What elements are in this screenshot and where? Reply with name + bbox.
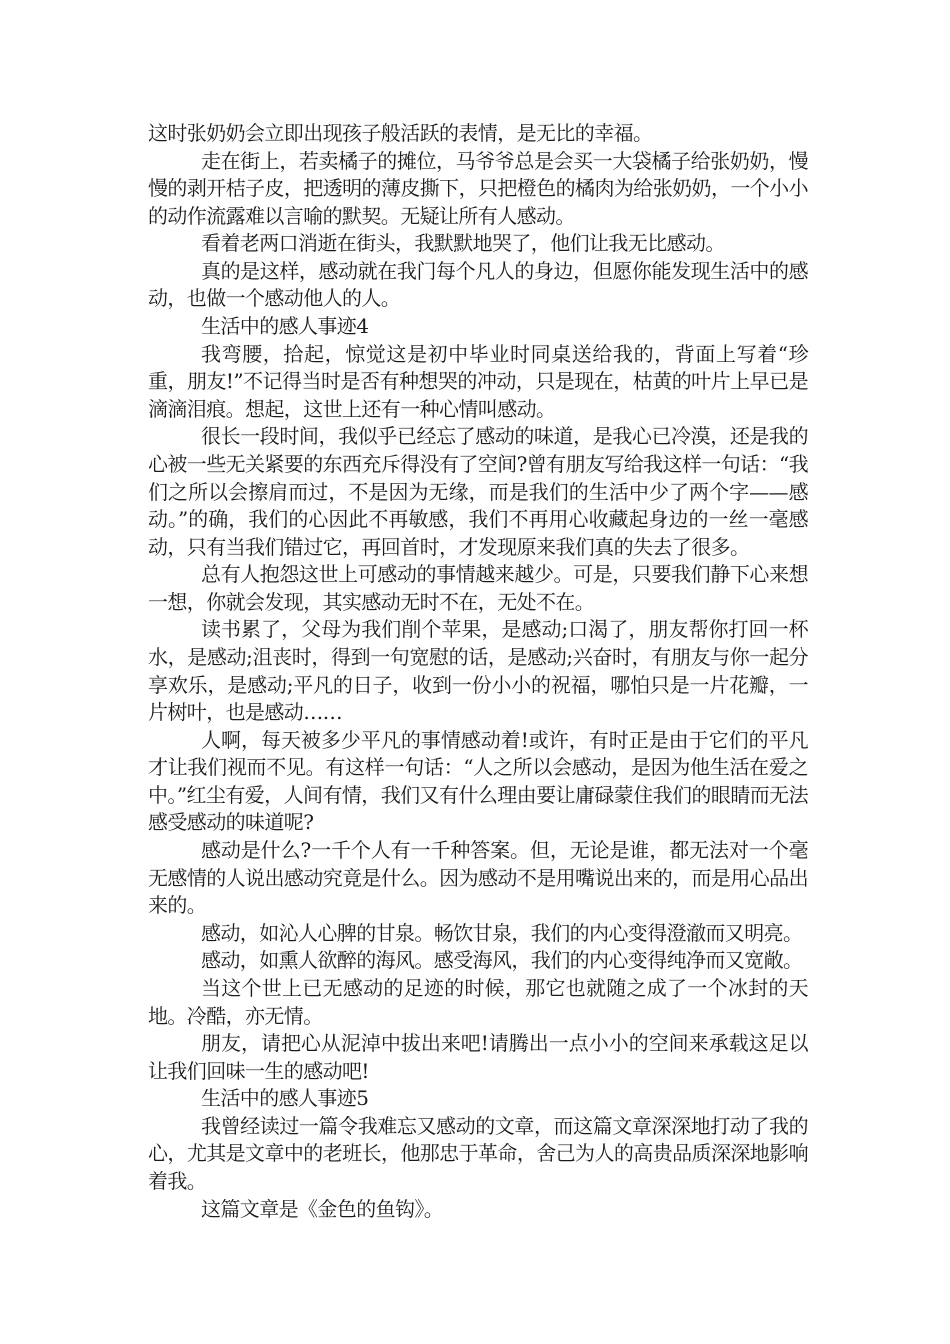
paragraph: 看着老两口消逝在街头，我默默地哭了，他们让我无比感动。 bbox=[201, 231, 725, 256]
paragraph: 这时张奶奶会立即出现孩子般活跃的表情，是无比的幸福。 bbox=[148, 121, 653, 145]
paragraph: 走在街上，若卖橘子的摊位，马爷爷总是会买一大袋橘子给张奶奶，慢慢的剥开桔子皮，把透明的薄皮撕下，只把橙色的橘肉为给张奶奶，一个小小的动作流露难以言喻的默契。无疑让所有人感动。 bbox=[148, 148, 808, 228]
paragraph: 感动，如熏人欲醉的海风。感受海风，我们的内心变得纯净而又宽敞。 bbox=[201, 948, 803, 973]
paragraph: 很长一段时间，我似乎已经忘了感动的味道，是我心已冷漠，还是我的心被一些无关紧要的东西充斥得没有了空间?曾有朋友写给我这样一句话：“我们之所以会擦肩而过，不是因为无缘，而是我们的生活中少了两个字——感动。”的确，我们的心因此不再敏感，我们不再用心收藏起身边的一丝一毫感动，只有当我们错过它，再回首时，才发现原来我们真的失去了很多。 bbox=[148, 424, 808, 559]
paragraph: 总有人抱怨这世上可感动的事情越来越少。可是，只要我们静下心来想一想，你就会发现，其实感动无时不在，无处不在。 bbox=[148, 562, 808, 614]
section-heading: 生活中的感人事迹5 bbox=[201, 1086, 369, 1111]
paragraph: 当这个世上已无感动的足迹的时候，那它也就随之成了一个冰封的天地。冷酷，亦无情。 bbox=[148, 975, 808, 1028]
paragraph: 感动，如沁人心脾的甘泉。畅饮甘泉，我们的内心变得澄澈而又明亮。 bbox=[201, 920, 803, 945]
section-heading: 生活中的感人事迹4 bbox=[201, 314, 369, 339]
paragraph: 朋友，请把心从泥淖中拔出来吧!请腾出一点小小的空间来承载这足以让我们回味一生的感动吧! bbox=[148, 1031, 808, 1083]
paragraph: 这篇文章是《金色的鱼钩》。 bbox=[201, 1196, 444, 1221]
paragraph: 真的是这样，感动就在我门每个凡人的身边，但愿你能发现生活中的感动，也做一个感动他人的人。 bbox=[148, 258, 808, 311]
paragraph: 人啊，每天被多少平凡的事情感动着!或许，有时正是由于它们的平凡才让我们视而不见。有这样一句话：“人之所以会感动，是因为他生活在爱之中。”红尘有爱，人间有情，我们又有什么理由要让庸碌蒙住我们的眼睛而无法感受感动的味道呢? bbox=[148, 727, 808, 835]
paragraph: 我弯腰，拾起，惊觉这是初中毕业时同桌送给我的，背面上写着“珍重，朋友!”不记得当时是否有种想哭的冲动，只是现在，枯黄的叶片上早已是滴滴泪痕。想起，这世上还有一种心情叫感动。 bbox=[148, 341, 808, 421]
paragraph: 我曾经读过一篇令我难忘又感动的文章，而这篇文章深深地打动了我的心，尤其是文章中的老班长，他那忠于革命，舍己为人的高贵品质深深地影响着我。 bbox=[148, 1113, 808, 1193]
paragraph: 读书累了，父母为我们削个苹果，是感动;口渴了，朋友帮你打回一杯水，是感动;沮丧时，得到一句宽慰的话，是感动;兴奋时，有朋友与你一起分享欢乐，是感动;平凡的日子，收到一份小小的祝福，哪怕只是一片花瓣，一片树叶，也是感动…… bbox=[148, 617, 808, 725]
paragraph: 感动是什么?一千个人有一千种答案。但，无论是谁，都无法对一个毫无感情的人说出感动究竟是什么。因为感动不是用嘴说出来的，而是用心品出来的。 bbox=[148, 838, 808, 918]
document-body bbox=[148, 120, 808, 1223]
